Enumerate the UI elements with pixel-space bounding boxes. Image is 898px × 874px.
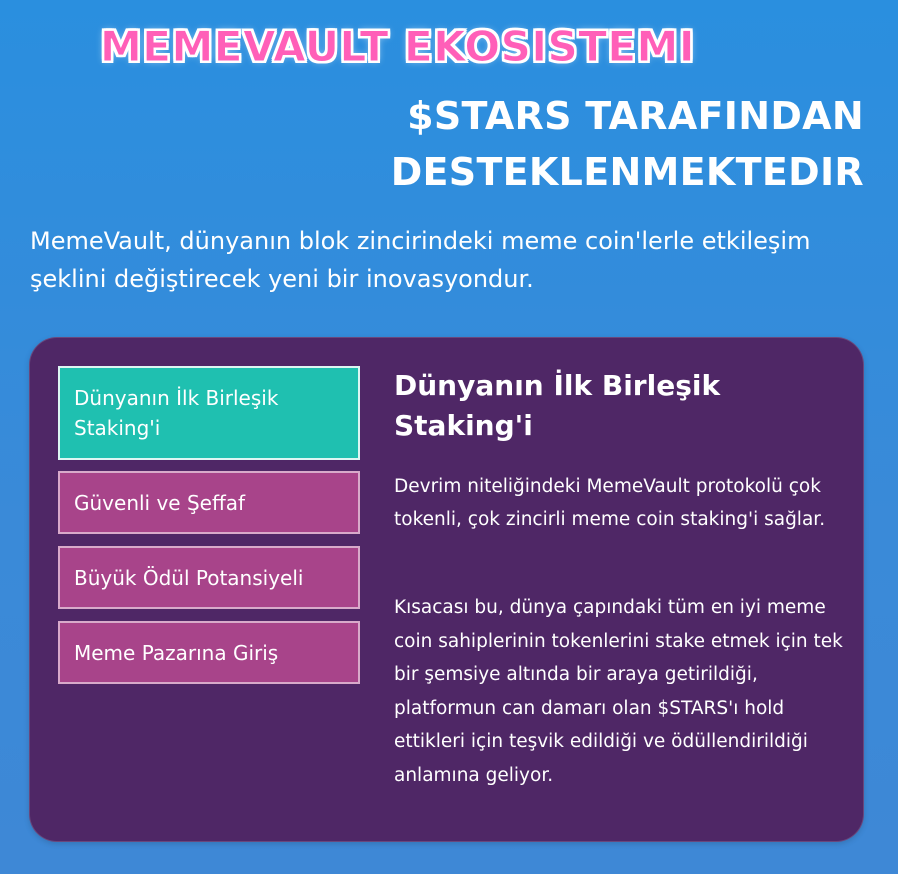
panel-title: Dünyanın İlk Birleşik Staking'i <box>394 369 721 442</box>
tab-label: Dünyanın İlk Birleşik Staking'i <box>74 386 279 440</box>
tab-label: Büyük Ödül Potansiyeli <box>74 565 304 590</box>
features-card <box>29 337 864 842</box>
panel-paragraph-1: Devrim niteliğindeki MemeVault protokolü çok tokenli, çok zincirli meme coin staking'i sağlar. <box>394 476 826 530</box>
tab-label: Meme Pazarına Giriş <box>74 640 279 665</box>
subtitle-line-2: DESTEKLENMEKTEDIR <box>390 150 864 194</box>
tab-reward-potential[interactable] <box>58 546 360 609</box>
subtitle-line-1: $STARS TARAFINDAN <box>407 94 864 138</box>
tab-unified-staking[interactable] <box>58 366 360 460</box>
ecosystem-subtitle <box>344 88 864 200</box>
intro-text: MemeVault, dünyanın blok zincirindeki meme coin'lerle etkileşim şeklini değiştirecek yeni bir inovasyondur. <box>30 227 811 293</box>
tab-label: Güvenli ve Şeffaf <box>74 490 246 515</box>
panel-paragraph-2: Kısacası bu, dünya çapındaki tüm en iyi meme coin sahiplerinin tokenlerini stake etmek için tek bir şemsiye altında bir araya getirildiği, platformun can damarı olan $STARS'ı hold ettikleri için teşvik edildiği ve ödüllendirildiği anlamına geliyor. <box>394 597 843 786</box>
ecosystem-title: MEMEVAULT EKOSISTEMI <box>100 22 695 71</box>
tab-safe-transparent[interactable] <box>58 471 360 534</box>
tab-meme-market-entry[interactable] <box>58 621 360 684</box>
